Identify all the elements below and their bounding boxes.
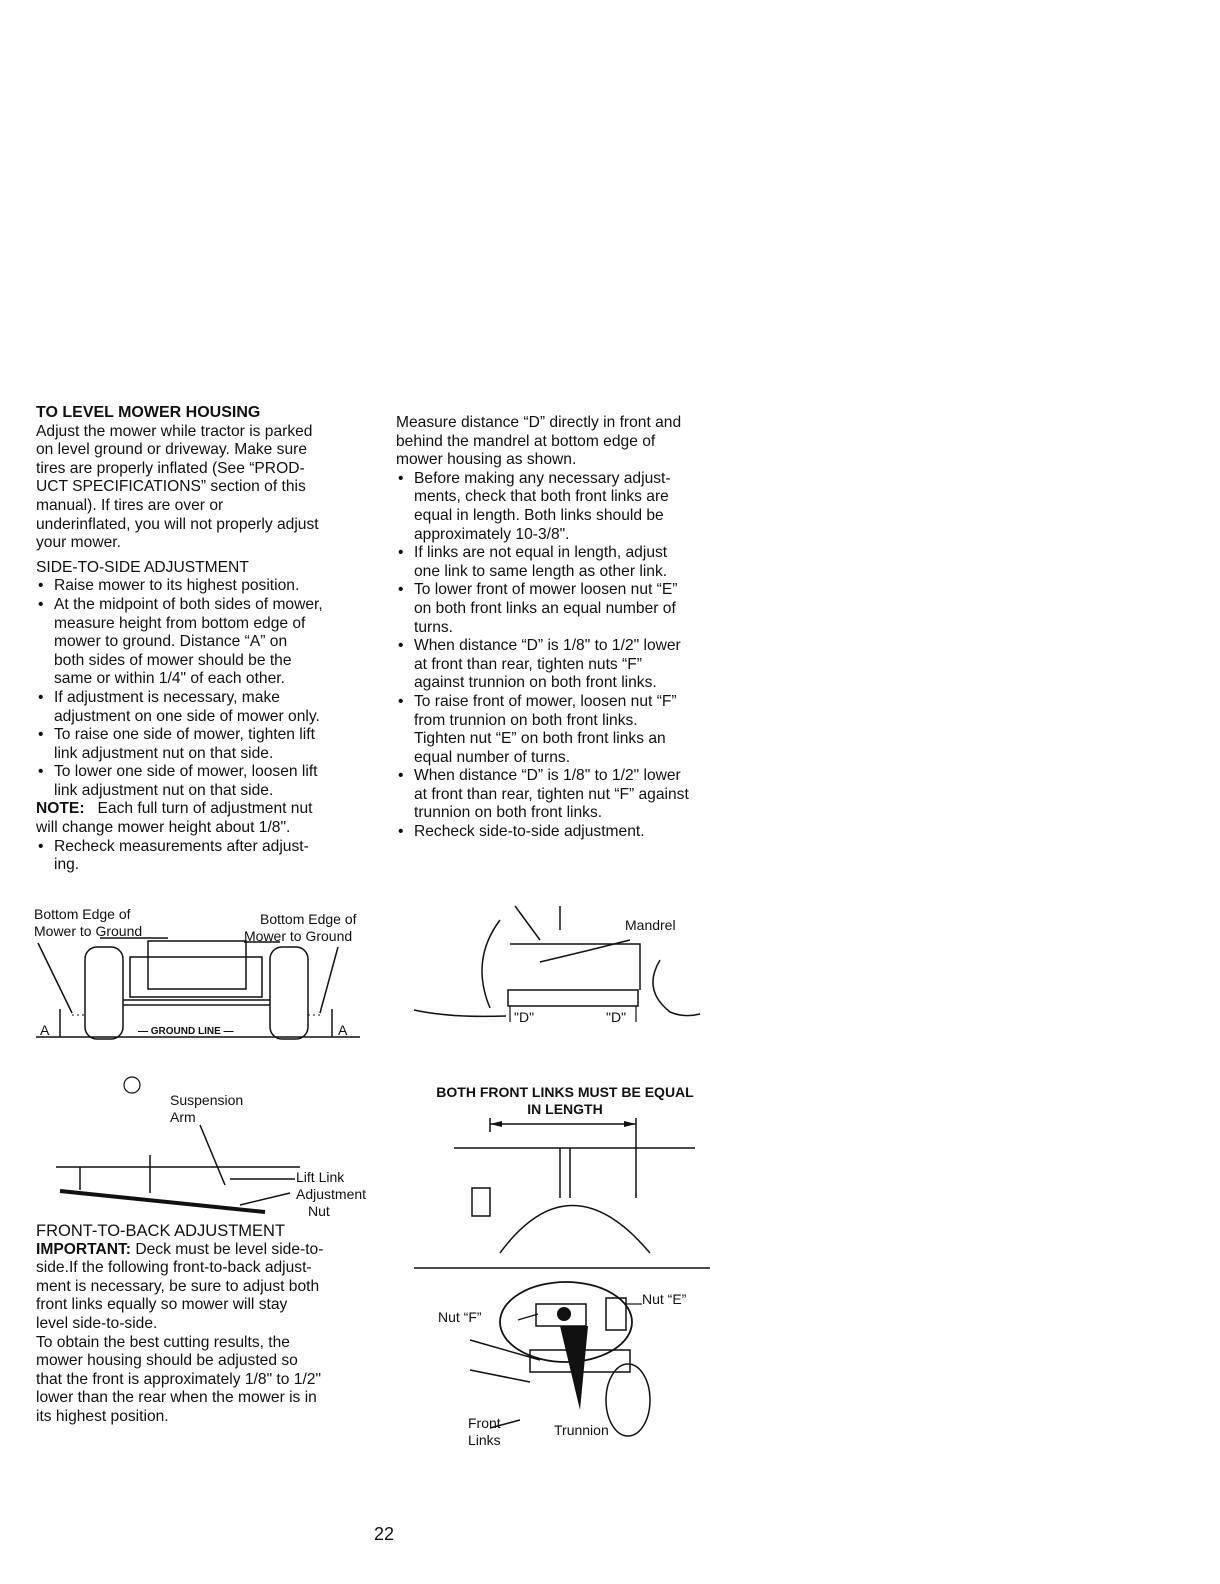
list-item	[396, 470, 741, 544]
text-line: both sides of mower should be the	[54, 651, 292, 669]
ground-line-diagram	[30, 905, 380, 1045]
nut-f-leader	[518, 1314, 538, 1320]
label-suspension: Suspension	[170, 1092, 244, 1108]
note-label: NOTE:	[36, 800, 85, 818]
list-item	[396, 693, 741, 767]
text-line: Raise mower to its highest position.	[54, 577, 300, 595]
label-d-rear: "D"	[606, 1009, 627, 1025]
text-line: underinflated, you will not properly adjust	[36, 515, 319, 533]
text-line: ments, check that both front links are	[414, 488, 669, 506]
label-nut-f: Nut “F”	[438, 1309, 482, 1325]
list-item	[36, 577, 376, 596]
text-line: front links equally so mower will stay	[36, 1296, 288, 1314]
list-item	[36, 838, 376, 875]
result-paragraph	[36, 1334, 376, 1427]
front-to-back-steps	[396, 470, 741, 842]
text-line: behind the mandrel at bottom edge of	[396, 432, 656, 450]
text-line: To obtain the best cutting results, the	[36, 1333, 290, 1351]
figure-nuts-trunnion	[430, 1280, 720, 1450]
text-line: level side-to-side.	[36, 1314, 158, 1332]
left-column-bottom	[36, 1222, 376, 1427]
text-line: will change mower height about 1/8".	[36, 819, 291, 837]
list-item	[396, 823, 741, 842]
text-line: its highest position.	[36, 1407, 169, 1425]
label-arm: Arm	[170, 1109, 196, 1125]
arrow-right-head	[624, 1121, 636, 1127]
text-line: At the midpoint of both sides of mower,	[54, 595, 323, 613]
text-line: turns.	[414, 618, 453, 636]
text-line: Measure distance “D” directly in front and	[396, 414, 682, 431]
tractor-outline	[36, 938, 360, 1039]
text-line: To raise one side of mower, tighten lift	[54, 726, 315, 744]
caption-front-links-equal	[400, 1084, 730, 1118]
text-line: adjustment on one side of mower only.	[54, 707, 320, 725]
label-lift-link: Lift Link	[296, 1169, 345, 1185]
caption-line-1: BOTH FRONT LINKS MUST BE EQUAL	[436, 1084, 694, 1100]
text-line: measure height from bottom edge of	[54, 614, 306, 632]
section-heading: TO LEVEL MOWER HOUSING	[36, 404, 261, 421]
label-nut: Nut	[308, 1203, 330, 1219]
dim-a-right: A	[338, 1022, 348, 1038]
list-item	[396, 767, 741, 823]
text-line: manual). If tires are over or	[36, 496, 224, 514]
label-mandrel: Mandrel	[625, 917, 676, 933]
mandrel-diagram	[410, 900, 710, 1030]
ground-line-label: — GROUND LINE —	[138, 1026, 234, 1037]
list-item	[396, 581, 741, 637]
suspension-pivot	[124, 1077, 140, 1093]
link-length-diagram	[410, 1118, 710, 1273]
label-trunnion: Trunnion	[554, 1422, 609, 1438]
label-adjustment: Adjustment	[296, 1186, 367, 1202]
label-front: Front	[468, 1415, 501, 1431]
text-line: your mower.	[36, 534, 121, 552]
caption-line-2: IN LENGTH	[527, 1101, 603, 1117]
text-line: at front than rear, tighten nut “F” against	[414, 785, 689, 803]
text-line: Adjust the mower while tractor is parked	[36, 422, 313, 440]
side-to-side-steps	[36, 577, 376, 800]
label-links: Links	[468, 1432, 501, 1448]
deck-edge	[60, 1191, 265, 1212]
link-length-outline	[414, 1118, 710, 1268]
text-line: lower than the rear when the mower is in	[36, 1389, 317, 1407]
text-line: side.If the following front-to-back adjust-	[36, 1259, 312, 1277]
important-label: IMPORTANT:	[36, 1240, 131, 1258]
text-line: When distance “D” is 1/8" to 1/2" lower	[414, 767, 681, 785]
text-line: trunnion on both front links.	[414, 804, 603, 822]
text-line: Each full turn of adjustment nut	[84, 800, 313, 818]
left-column-top	[36, 404, 376, 875]
right-column-top	[396, 414, 741, 842]
text-line: Recheck side-to-side adjustment.	[414, 823, 645, 841]
text-line: tires are properly inflated (See “PROD-	[36, 459, 305, 477]
label-d-front: "D"	[514, 1009, 535, 1025]
text-line: equal number of turns.	[414, 748, 571, 766]
recheck-steps	[36, 838, 376, 875]
text-line: on level ground or driveway. Make sure	[36, 441, 308, 459]
text-line: mower housing as shown.	[396, 451, 577, 469]
text-line: Recheck measurements after adjust-	[54, 837, 309, 855]
text-line: on both front links an equal number of	[414, 599, 676, 617]
text-line: mower to ground. Distance “A” on	[54, 633, 288, 651]
text-line: To lower one side of mower, loosen lift	[54, 763, 318, 781]
text-line: ment is necessary, be sure to adjust both	[36, 1277, 320, 1295]
text-line: To lower front of mower loosen nut “E”	[414, 581, 678, 599]
figure-ground-line	[30, 905, 380, 1045]
trunnion-wedge	[560, 1326, 588, 1410]
list-item	[36, 726, 376, 763]
text-line: If adjustment is necessary, make	[54, 688, 280, 706]
important-paragraph	[36, 1241, 376, 1334]
list-item	[36, 763, 376, 800]
list-item	[396, 637, 741, 693]
list-item	[396, 544, 741, 581]
note-paragraph	[36, 800, 376, 837]
text-line: that the front is approximately 1/8" to 1/2"	[36, 1370, 321, 1388]
suspension-diagram	[50, 1075, 390, 1225]
text-line: at front than rear, tighten nuts “F”	[414, 655, 642, 673]
figure-suspension	[50, 1075, 390, 1225]
text-line: same or within 1/4" of each other.	[54, 670, 285, 688]
nuts-trunnion-diagram	[430, 1280, 720, 1450]
intro-paragraph	[36, 423, 376, 553]
intro-paragraph	[396, 414, 741, 470]
text-line: Before making any necessary adjust-	[414, 469, 671, 487]
label-nut-e: Nut “E”	[642, 1291, 687, 1307]
text-line: from trunnion on both front links.	[414, 711, 638, 729]
label-bottom-edge-right-2: Mower to Ground	[244, 928, 353, 944]
text-line: against trunnion on both front links.	[414, 674, 657, 692]
list-item	[36, 596, 376, 689]
text-line: If links are not equal in length, adjust	[414, 544, 668, 562]
text-line: Deck must be level side-to-	[131, 1240, 324, 1258]
dim-a-left: A	[40, 1022, 50, 1038]
page-number: 22	[374, 1524, 395, 1544]
text-line: equal in length. Both links should be	[414, 506, 664, 524]
text-line: ing.	[54, 856, 80, 874]
text-line: UCT SPECIFICATIONS” section of this	[36, 478, 306, 496]
text-line: link adjustment nut on that side.	[54, 744, 274, 762]
text-line: mower housing should be adjusted so	[36, 1352, 298, 1370]
label-bottom-edge-left-1: Bottom Edge of	[34, 906, 131, 922]
text-line: one link to same length as other link.	[414, 562, 668, 580]
label-bottom-edge-left-2: Mower to Ground	[34, 923, 143, 939]
arrow-left-head	[490, 1121, 502, 1127]
text-line: Tighten nut “E” on both front links an	[414, 730, 666, 748]
text-line: To raise front of mower, loosen nut “F”	[414, 692, 677, 710]
text-line: approximately 10-3/8".	[414, 525, 570, 543]
subheading-front-to-back: FRONT-TO-BACK ADJUSTMENT	[36, 1222, 286, 1240]
nut-detail	[557, 1307, 571, 1321]
subheading-side-to-side: SIDE-TO-SIDE ADJUSTMENT	[36, 558, 249, 576]
figure-link-length	[410, 1118, 710, 1273]
figure-mandrel	[410, 900, 710, 1030]
text-line: link adjustment nut on that side.	[54, 781, 274, 799]
text-line: When distance “D” is 1/8" to 1/2" lower	[414, 637, 681, 655]
list-item	[36, 689, 376, 726]
label-bottom-edge-right-1: Bottom Edge of	[260, 911, 357, 927]
